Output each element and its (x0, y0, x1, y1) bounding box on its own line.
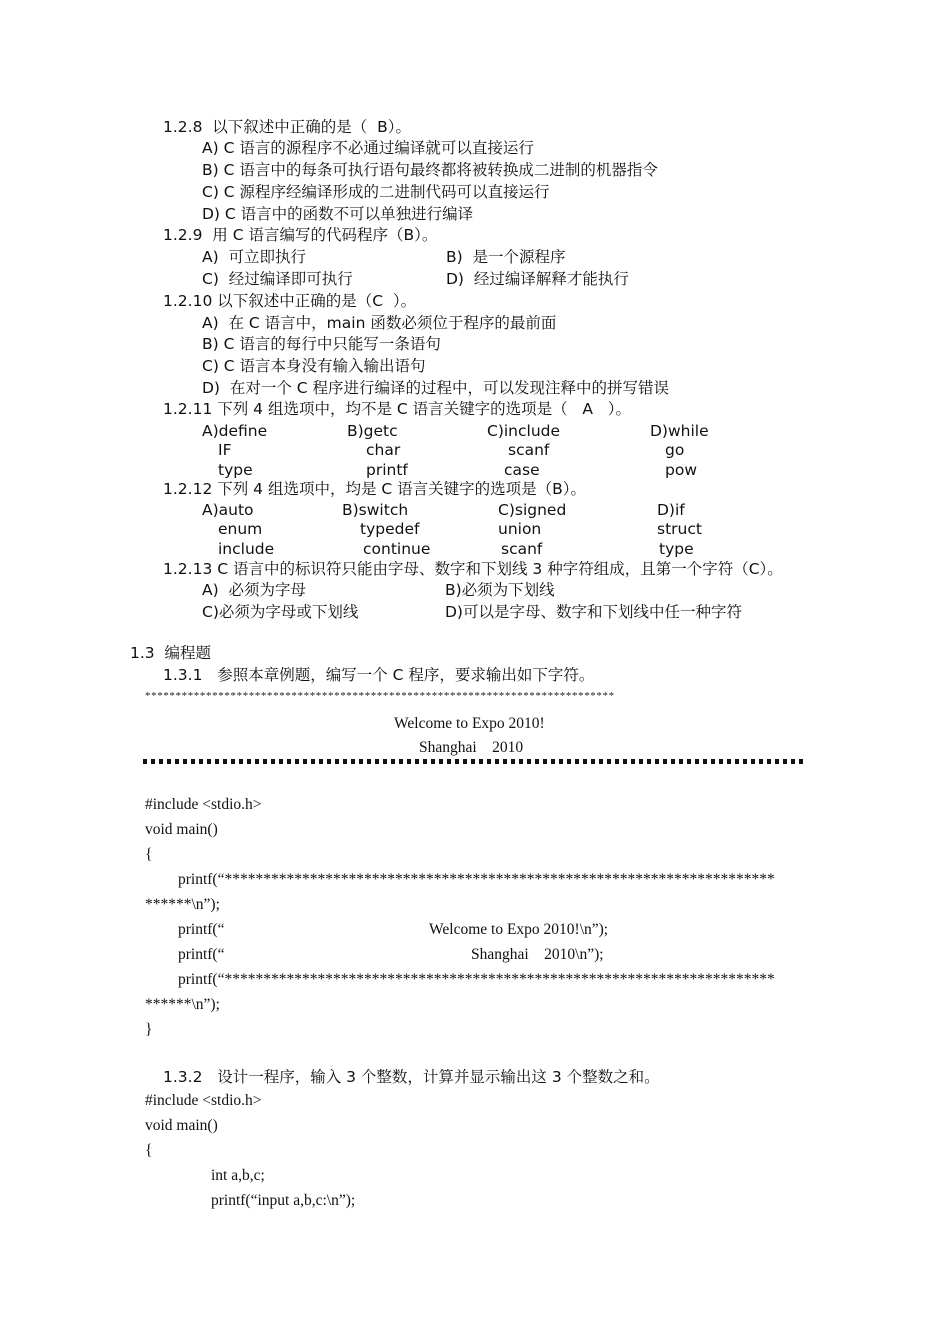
code-line: printf(“*********************************************************************** (178, 971, 775, 988)
dotted-divider (143, 759, 807, 764)
code-line: void main() (145, 1117, 218, 1134)
star-divider: ***************************************************************************** (145, 690, 615, 702)
q1213-option-c: C)必须为字母或下划线 (202, 603, 359, 621)
q128-option-b: B) C 语言中的每条可执行语句最终都将被转换成二进制的机器指令 (202, 161, 658, 179)
shanghai-output: Shanghai 2010 (419, 739, 524, 756)
q1211-option-a-head: A)define (202, 422, 268, 440)
code-line: ******\n”); (145, 996, 220, 1013)
code-line: int a,b,c; (211, 1167, 265, 1184)
q1211-option-a-word: type (218, 461, 253, 479)
code-line: printf(“ (178, 921, 225, 938)
code-line: } (145, 1021, 153, 1038)
q1211-option-d-word: pow (665, 461, 697, 479)
q1210-option-a: A) 在 C 语言中，main 函数必须位于程序的最前面 (202, 314, 557, 332)
q1210-option-d: D) 在对一个 C 程序进行编译的过程中，可以发现注释中的拼写错误 (202, 379, 670, 397)
q1212-option-b-head: B)switch (342, 501, 409, 519)
q1211-option-c-head: C)include (487, 422, 561, 440)
q1211-option-b-word: char (366, 441, 401, 459)
code-line: printf(“*********************************************************************** (178, 871, 775, 888)
q1212-option-c-word: union (498, 520, 542, 538)
q1212-option-a-word: include (218, 540, 275, 558)
q128-option-c: C) C 源程序经编译形成的二进制代码可以直接运行 (202, 183, 550, 201)
q1211-option-d-word: go (665, 441, 685, 459)
q1210-option-b: B) C 语言的每行中只能写一条语句 (202, 335, 441, 353)
code-line: { (145, 846, 153, 863)
q1211-option-c-word: case (504, 461, 540, 479)
code-line: ******\n”); (145, 896, 220, 913)
section-heading: 1.3 编程题 (130, 644, 212, 662)
q1213-option-b: B)必须为下划线 (445, 581, 555, 599)
code-line: #include <stdio.h> (145, 796, 262, 813)
q1211-option-c-word: scanf (508, 441, 550, 459)
q1212-option-c-word: scanf (501, 540, 543, 558)
q1212-option-b-word: typedef (360, 520, 420, 538)
q129-option-a: A) 可立即执行 (202, 248, 307, 266)
q132-stem: 1.3.2 设计一程序，输入 3 个整数，计算并显示输出这 3 个整数之和。 (163, 1068, 660, 1086)
code-line: { (145, 1142, 153, 1159)
q1211-option-a-word: IF (218, 441, 232, 459)
q1210-option-c: C) C 语言本身没有输入输出语句 (202, 357, 426, 375)
q128-option-d: D) C 语言中的函数不可以单独进行编译 (202, 205, 474, 223)
q1213-stem: 1.2.13 C 语言中的标识符只能由字母、数字和下划线 3 种字符组成，且第一个字符（C）。 (163, 560, 783, 578)
q128-stem: 1.2.8 以下叙述中正确的是（ B）。 (163, 118, 412, 136)
q129-option-d: D) 经过编译解释才能执行 (446, 270, 629, 288)
q1213-option-d: D)可以是字母、数字和下划线中任一种字符 (445, 603, 742, 621)
q1212-option-d-word: type (659, 540, 694, 558)
q1211-option-d-head: D)while (650, 422, 709, 440)
q129-option-b: B) 是一个源程序 (446, 248, 566, 266)
q1211-stem: 1.2.11 下列 4 组选项中，均不是 C 语言关键字的选项是（ A ）。 (163, 400, 632, 418)
code-line: Welcome to Expo 2010!\n”); (429, 921, 609, 938)
q1210-stem: 1.2.10 以下叙述中正确的是（C ）。 (163, 292, 417, 310)
q1212-option-a-head: A)auto (202, 501, 254, 519)
q1211-option-b-head: B)getc (347, 422, 398, 440)
q1212-option-d-word: struct (657, 520, 702, 538)
q1212-option-d-head: D)if (657, 501, 685, 519)
q129-option-c: C) 经过编译即可执行 (202, 270, 353, 288)
code-line: #include <stdio.h> (145, 1092, 262, 1109)
code-line: void main() (145, 821, 218, 838)
q1212-option-c-head: C)signed (498, 501, 567, 519)
code-line: printf(“ (178, 946, 225, 963)
q1212-stem: 1.2.12 下列 4 组选项中，均是 C 语言关键字的选项是（B）。 (163, 480, 587, 498)
welcome-output: Welcome to Expo 2010! (394, 715, 545, 732)
code-line: printf(“input a,b,c:\n”); (211, 1192, 356, 1209)
q128-option-a: A) C 语言的源程序不必通过编译就可以直接运行 (202, 139, 534, 157)
code-line: Shanghai 2010\n”); (471, 946, 604, 963)
q1211-option-b-word: printf (366, 461, 408, 479)
q1212-option-a-word: enum (218, 520, 263, 538)
q1212-option-b-word: continue (363, 540, 431, 558)
q131-stem: 1.3.1 参照本章例题，编写一个 C 程序，要求输出如下字符。 (163, 666, 595, 684)
q129-stem: 1.2.9 用 C 语言编写的代码程序（B）。 (163, 226, 438, 244)
q1213-option-a: A) 必须为字母 (202, 581, 307, 599)
